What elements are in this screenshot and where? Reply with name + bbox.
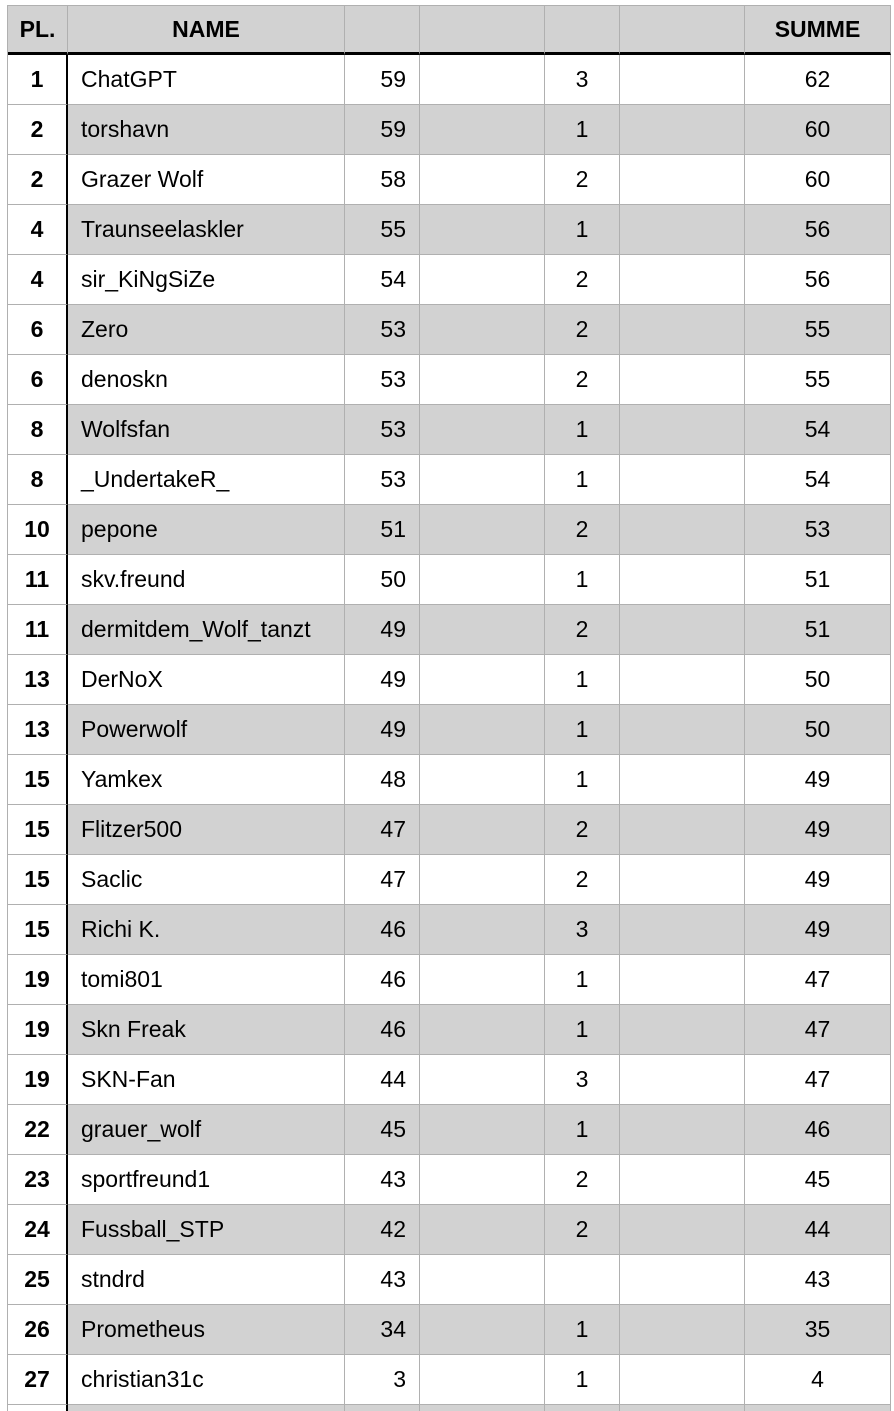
place-cell: 15 xyxy=(8,805,68,855)
points-cell: 59 xyxy=(345,55,420,105)
spacer-cell-1 xyxy=(420,455,545,505)
spacer-cell-1 xyxy=(420,255,545,305)
spacer-cell-2 xyxy=(620,1405,745,1411)
place-cell: 8 xyxy=(8,455,68,505)
place-cell: 13 xyxy=(8,655,68,705)
points-cell: 50 xyxy=(345,555,420,605)
bonus-cell xyxy=(545,1405,620,1411)
sum-cell: 49 xyxy=(745,855,891,905)
points-cell: 45 xyxy=(345,1105,420,1155)
points-cell: 47 xyxy=(345,855,420,905)
table-row xyxy=(8,1305,891,1355)
header-place: PL. xyxy=(8,6,68,55)
sum-cell: 51 xyxy=(745,555,891,605)
points-cell: 53 xyxy=(345,305,420,355)
place-cell: 15 xyxy=(8,855,68,905)
spacer-cell-1 xyxy=(420,205,545,255)
bonus-cell: 2 xyxy=(545,805,620,855)
sum-cell: 47 xyxy=(745,1055,891,1105)
place-cell: 27 xyxy=(8,1355,68,1405)
spacer-cell-1 xyxy=(420,105,545,155)
points-cell: 53 xyxy=(345,455,420,505)
spacer-cell-2 xyxy=(620,505,745,555)
table-row xyxy=(8,1355,891,1405)
name-cell: Prometheus xyxy=(68,1305,345,1355)
spacer-cell-1 xyxy=(420,1155,545,1205)
name-cell: Grazer Wolf xyxy=(68,155,345,205)
spacer-cell-2 xyxy=(620,1355,745,1405)
sum-cell: 45 xyxy=(745,1155,891,1205)
spacer-cell-2 xyxy=(620,755,745,805)
points-cell: 58 xyxy=(345,155,420,205)
spacer-cell-2 xyxy=(620,305,745,355)
spacer-cell-2 xyxy=(620,105,745,155)
table-row xyxy=(8,905,891,955)
sum-cell: 50 xyxy=(745,705,891,755)
spacer-cell-2 xyxy=(620,1155,745,1205)
spacer-cell-1 xyxy=(420,755,545,805)
header-name: NAME xyxy=(68,6,345,55)
sum-cell: 60 xyxy=(745,155,891,205)
place-cell: 23 xyxy=(8,1155,68,1205)
spacer-cell-2 xyxy=(620,405,745,455)
bonus-cell: 1 xyxy=(545,1105,620,1155)
spacer-cell-2 xyxy=(620,1205,745,1255)
points-cell: 43 xyxy=(345,1255,420,1305)
name-cell: Powerwolf xyxy=(68,705,345,755)
place-cell: 4 xyxy=(8,205,68,255)
header-bonus xyxy=(545,6,620,55)
spacer-cell-2 xyxy=(620,155,745,205)
spacer-cell-1 xyxy=(420,955,545,1005)
points-cell: 59 xyxy=(345,105,420,155)
bonus-cell: 2 xyxy=(545,855,620,905)
points-cell: 49 xyxy=(345,705,420,755)
table-row xyxy=(8,1255,891,1305)
place-cell: 4 xyxy=(8,255,68,305)
bonus-cell: 1 xyxy=(545,955,620,1005)
table-row xyxy=(8,1005,891,1055)
bonus-cell: 1 xyxy=(545,555,620,605)
place-cell: 11 xyxy=(8,555,68,605)
spacer-cell-2 xyxy=(620,355,745,405)
name-cell: Saclic xyxy=(68,855,345,905)
spacer-cell-1 xyxy=(420,805,545,855)
place-cell: 25 xyxy=(8,1255,68,1305)
bonus-cell: 1 xyxy=(545,755,620,805)
bonus-cell xyxy=(545,1255,620,1305)
name-cell: Yamkex xyxy=(68,755,345,805)
points-cell: 46 xyxy=(345,1005,420,1055)
table-row xyxy=(8,305,891,355)
name-cell: Skn Freak xyxy=(68,1005,345,1055)
points-cell: 55 xyxy=(345,205,420,255)
table-row xyxy=(8,105,891,155)
sum-cell: 54 xyxy=(745,405,891,455)
points-cell: 43 xyxy=(345,1155,420,1205)
spacer-cell-1 xyxy=(420,705,545,755)
spacer-cell-2 xyxy=(620,855,745,905)
points-cell: 46 xyxy=(345,905,420,955)
table-row xyxy=(8,1055,891,1105)
bonus-cell: 1 xyxy=(545,405,620,455)
name-cell: grauer_wolf xyxy=(68,1105,345,1155)
sum-cell: 55 xyxy=(745,355,891,405)
sum-cell: 49 xyxy=(745,755,891,805)
spacer-cell-2 xyxy=(620,1055,745,1105)
header-spacer-1 xyxy=(420,6,545,55)
points-cell: 46 xyxy=(345,955,420,1005)
spacer-cell-1 xyxy=(420,1305,545,1355)
spacer-cell-2 xyxy=(620,555,745,605)
table-row xyxy=(8,505,891,555)
place-cell: 1 xyxy=(8,55,68,105)
bonus-cell: 1 xyxy=(545,105,620,155)
spacer-cell-2 xyxy=(620,455,745,505)
spacer-cell-2 xyxy=(620,55,745,105)
name-cell: dermitdem_Wolf_tanzt xyxy=(68,605,345,655)
sum-cell: 43 xyxy=(745,1255,891,1305)
sum-cell: 60 xyxy=(745,105,891,155)
bonus-cell: 3 xyxy=(545,55,620,105)
bonus-cell: 2 xyxy=(545,305,620,355)
spacer-cell-2 xyxy=(620,1105,745,1155)
bonus-cell: 3 xyxy=(545,905,620,955)
table-row xyxy=(8,1205,891,1255)
sum-cell: 55 xyxy=(745,305,891,355)
table-row xyxy=(8,55,891,105)
points-cell: 51 xyxy=(345,505,420,555)
bonus-cell: 2 xyxy=(545,1205,620,1255)
sum-cell: 53 xyxy=(745,505,891,555)
sum-cell: 47 xyxy=(745,955,891,1005)
points-cell: 47 xyxy=(345,805,420,855)
name-cell: pepone xyxy=(68,505,345,555)
points-cell: 54 xyxy=(345,255,420,305)
name-cell: Zero xyxy=(68,305,345,355)
place-cell xyxy=(8,1405,68,1411)
name-cell: Richi K. xyxy=(68,905,345,955)
sum-cell: 46 xyxy=(745,1105,891,1155)
points-cell: 34 xyxy=(345,1305,420,1355)
bonus-cell: 2 xyxy=(545,255,620,305)
place-cell: 13 xyxy=(8,705,68,755)
points-cell: 3 xyxy=(345,1355,420,1405)
spacer-cell-1 xyxy=(420,655,545,705)
spacer-cell-2 xyxy=(620,655,745,705)
spacer-cell-2 xyxy=(620,1255,745,1305)
name-cell: stndrd xyxy=(68,1255,345,1305)
spacer-cell-1 xyxy=(420,505,545,555)
place-cell: 10 xyxy=(8,505,68,555)
sum-cell: 49 xyxy=(745,905,891,955)
name-cell: DerNoX xyxy=(68,655,345,705)
table-row xyxy=(8,955,891,1005)
spacer-cell-1 xyxy=(420,1405,545,1411)
sum-cell: 4 xyxy=(745,1355,891,1405)
bonus-cell: 1 xyxy=(545,655,620,705)
place-cell: 19 xyxy=(8,1055,68,1105)
table-row xyxy=(8,1155,891,1205)
points-cell: 44 xyxy=(345,1055,420,1105)
points-cell: 42 xyxy=(345,1205,420,1255)
sum-cell: 56 xyxy=(745,205,891,255)
bonus-cell: 1 xyxy=(545,1305,620,1355)
spacer-cell-1 xyxy=(420,55,545,105)
place-cell: 24 xyxy=(8,1205,68,1255)
sum-cell: 56 xyxy=(745,255,891,305)
place-cell: 19 xyxy=(8,1005,68,1055)
name-cell: skv.freund xyxy=(68,555,345,605)
spacer-cell-2 xyxy=(620,1305,745,1355)
spacer-cell-1 xyxy=(420,855,545,905)
place-cell: 8 xyxy=(8,405,68,455)
sum-cell xyxy=(745,1405,891,1411)
points-cell: 53 xyxy=(345,355,420,405)
spacer-cell-2 xyxy=(620,955,745,1005)
table-row xyxy=(8,805,891,855)
header-points xyxy=(345,6,420,55)
sum-cell: 44 xyxy=(745,1205,891,1255)
name-cell: denoskn xyxy=(68,355,345,405)
spacer-cell-1 xyxy=(420,355,545,405)
table-row xyxy=(8,855,891,905)
place-cell: 11 xyxy=(8,605,68,655)
name-cell: Flitzer500 xyxy=(68,805,345,855)
bonus-cell: 2 xyxy=(545,505,620,555)
place-cell: 26 xyxy=(8,1305,68,1355)
name-cell: sir_KiNgSiZe xyxy=(68,255,345,305)
name-cell: sportfreund1 xyxy=(68,1155,345,1205)
points-cell: 48 xyxy=(345,755,420,805)
name-cell: SKN-Fan xyxy=(68,1055,345,1105)
spacer-cell-2 xyxy=(620,255,745,305)
spacer-cell-1 xyxy=(420,1255,545,1305)
table-row xyxy=(8,355,891,405)
points-cell: 53 xyxy=(345,405,420,455)
sum-cell: 47 xyxy=(745,1005,891,1055)
spacer-cell-1 xyxy=(420,305,545,355)
table-row xyxy=(8,755,891,805)
table-row xyxy=(8,555,891,605)
spacer-cell-1 xyxy=(420,605,545,655)
bonus-cell: 1 xyxy=(545,705,620,755)
spacer-cell-1 xyxy=(420,555,545,605)
name-cell: tomi801 xyxy=(68,955,345,1005)
table-row xyxy=(8,1105,891,1155)
sum-cell: 62 xyxy=(745,55,891,105)
points-cell xyxy=(345,1405,420,1411)
spacer-cell-2 xyxy=(620,1005,745,1055)
spacer-cell-1 xyxy=(420,155,545,205)
place-cell: 6 xyxy=(8,305,68,355)
points-cell: 49 xyxy=(345,655,420,705)
place-cell: 2 xyxy=(8,105,68,155)
spacer-cell-1 xyxy=(420,1355,545,1405)
bonus-cell: 3 xyxy=(545,1055,620,1105)
sum-cell: 35 xyxy=(745,1305,891,1355)
name-cell: ChatGPT xyxy=(68,55,345,105)
table-row xyxy=(8,155,891,205)
bonus-cell: 2 xyxy=(545,605,620,655)
standings-table xyxy=(7,5,891,1411)
sum-cell: 49 xyxy=(745,805,891,855)
table-row xyxy=(8,455,891,505)
name-cell: christian31c xyxy=(68,1355,345,1405)
bonus-cell: 1 xyxy=(545,1005,620,1055)
place-cell: 2 xyxy=(8,155,68,205)
name-cell: Traunseelaskler xyxy=(68,205,345,255)
bonus-cell: 2 xyxy=(545,355,620,405)
sum-cell: 54 xyxy=(745,455,891,505)
spacer-cell-1 xyxy=(420,1055,545,1105)
spacer-cell-2 xyxy=(620,805,745,855)
header-spacer-2 xyxy=(620,6,745,55)
spacer-cell-1 xyxy=(420,1205,545,1255)
place-cell: 19 xyxy=(8,955,68,1005)
name-cell: torshavn xyxy=(68,105,345,155)
spacer-cell-2 xyxy=(620,605,745,655)
table-header-row xyxy=(8,6,891,55)
place-cell: 15 xyxy=(8,905,68,955)
table-row xyxy=(8,255,891,305)
table-row xyxy=(8,205,891,255)
spacer-cell-1 xyxy=(420,1105,545,1155)
spacer-cell-1 xyxy=(420,405,545,455)
bonus-cell: 1 xyxy=(545,1355,620,1405)
bonus-cell: 2 xyxy=(545,1155,620,1205)
spacer-cell-2 xyxy=(620,905,745,955)
spacer-cell-2 xyxy=(620,705,745,755)
name-cell: Wolfsfan xyxy=(68,405,345,455)
points-cell: 49 xyxy=(345,605,420,655)
spacer-cell-2 xyxy=(620,205,745,255)
table-row xyxy=(8,605,891,655)
name-cell xyxy=(68,1405,345,1411)
cutoff-row-sliver xyxy=(8,1405,891,1411)
spacer-cell-1 xyxy=(420,905,545,955)
sum-cell: 51 xyxy=(745,605,891,655)
header-sum: SUMME xyxy=(745,6,891,55)
bonus-cell: 1 xyxy=(545,455,620,505)
place-cell: 22 xyxy=(8,1105,68,1155)
bonus-cell: 2 xyxy=(545,155,620,205)
table-row xyxy=(8,705,891,755)
sum-cell: 50 xyxy=(745,655,891,705)
place-cell: 6 xyxy=(8,355,68,405)
bonus-cell: 1 xyxy=(545,205,620,255)
name-cell: Fussball_STP xyxy=(68,1205,345,1255)
spacer-cell-1 xyxy=(420,1005,545,1055)
table-row xyxy=(8,655,891,705)
place-cell: 15 xyxy=(8,755,68,805)
name-cell: _UndertakeR_ xyxy=(68,455,345,505)
table-row xyxy=(8,405,891,455)
